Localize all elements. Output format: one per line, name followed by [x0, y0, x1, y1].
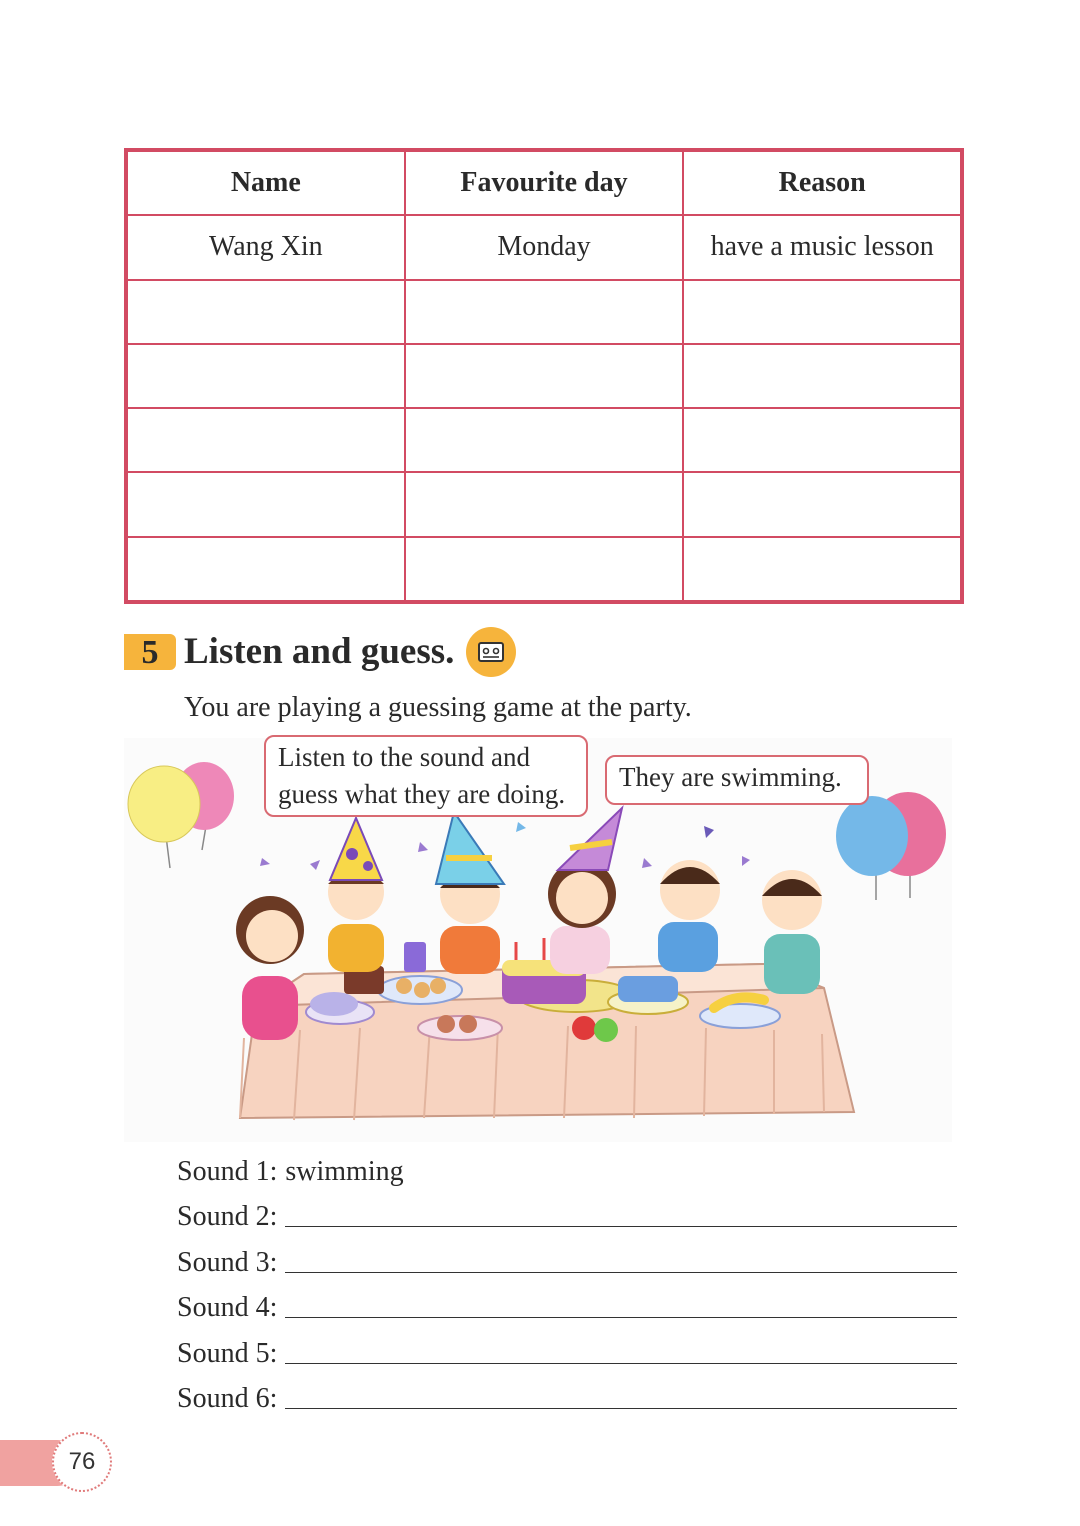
cell-name[interactable] [126, 408, 405, 472]
answer-label: Sound 5: [177, 1337, 278, 1369]
cell-name[interactable] [126, 344, 405, 408]
section-title: Listen and guess. [184, 631, 455, 672]
header-reason: Reason [683, 150, 962, 215]
answer-blank[interactable] [285, 1363, 957, 1364]
cell-reason[interactable] [683, 472, 962, 536]
answer-blank[interactable] [285, 1317, 957, 1318]
cell-day[interactable] [405, 408, 684, 472]
cell-name[interactable] [126, 537, 405, 602]
answer-row [177, 1233, 957, 1279]
header-favourite-day: Favourite day [405, 150, 684, 215]
sound-answers [177, 1142, 957, 1415]
answer-row [177, 1324, 957, 1370]
table-row [126, 215, 962, 279]
speech-bubble-instruction [264, 735, 588, 817]
answer-label: Sound 6: [177, 1383, 278, 1414]
answer-row [177, 1142, 957, 1188]
answer-value: swimming [285, 1155, 404, 1187]
answer-label: Sound 2: [177, 1201, 278, 1232]
header-name: Name [126, 150, 405, 215]
instruction-text: You are playing a guessing game at the party. [184, 692, 692, 723]
cell-day[interactable] [405, 537, 684, 602]
answer-blank[interactable] [285, 1226, 957, 1227]
table-row [126, 537, 962, 602]
table-row [126, 344, 962, 408]
answer-row [177, 1370, 957, 1416]
table-row [126, 280, 962, 344]
bubble-line-1: Listen to the sound and [278, 742, 530, 772]
cell-reason[interactable] [683, 280, 962, 344]
table-row [126, 408, 962, 472]
bubble-text: They are swimming. [619, 762, 842, 792]
cell-day: Monday [405, 215, 684, 279]
answer-label: Sound 3: [177, 1246, 278, 1278]
cell-reason: have a music lesson [683, 215, 962, 279]
cell-reason[interactable] [683, 408, 962, 472]
cell-name[interactable] [126, 472, 405, 536]
cell-day[interactable] [405, 472, 684, 536]
cell-reason[interactable] [683, 537, 962, 602]
answer-label: Sound 4: [177, 1292, 278, 1323]
table-header-row [126, 150, 962, 215]
cell-reason[interactable] [683, 344, 962, 408]
table-row [126, 472, 962, 536]
speech-bubble-example [605, 755, 869, 805]
cell-day[interactable] [405, 280, 684, 344]
cassette-icon [466, 627, 516, 677]
page-number: 76 [52, 1432, 112, 1492]
cell-name[interactable] [126, 280, 405, 344]
answer-row [177, 1279, 957, 1325]
answer-label: Sound 1: [177, 1155, 278, 1187]
favourite-day-table [124, 148, 964, 604]
cell-name: Wang Xin [126, 215, 405, 279]
answer-blank[interactable] [285, 1408, 957, 1409]
bubble-line-2: guess what they are doing. [278, 779, 566, 809]
answer-row [177, 1188, 957, 1234]
cell-day[interactable] [405, 344, 684, 408]
section-number: 5 [124, 634, 176, 670]
answer-blank[interactable] [285, 1272, 957, 1273]
